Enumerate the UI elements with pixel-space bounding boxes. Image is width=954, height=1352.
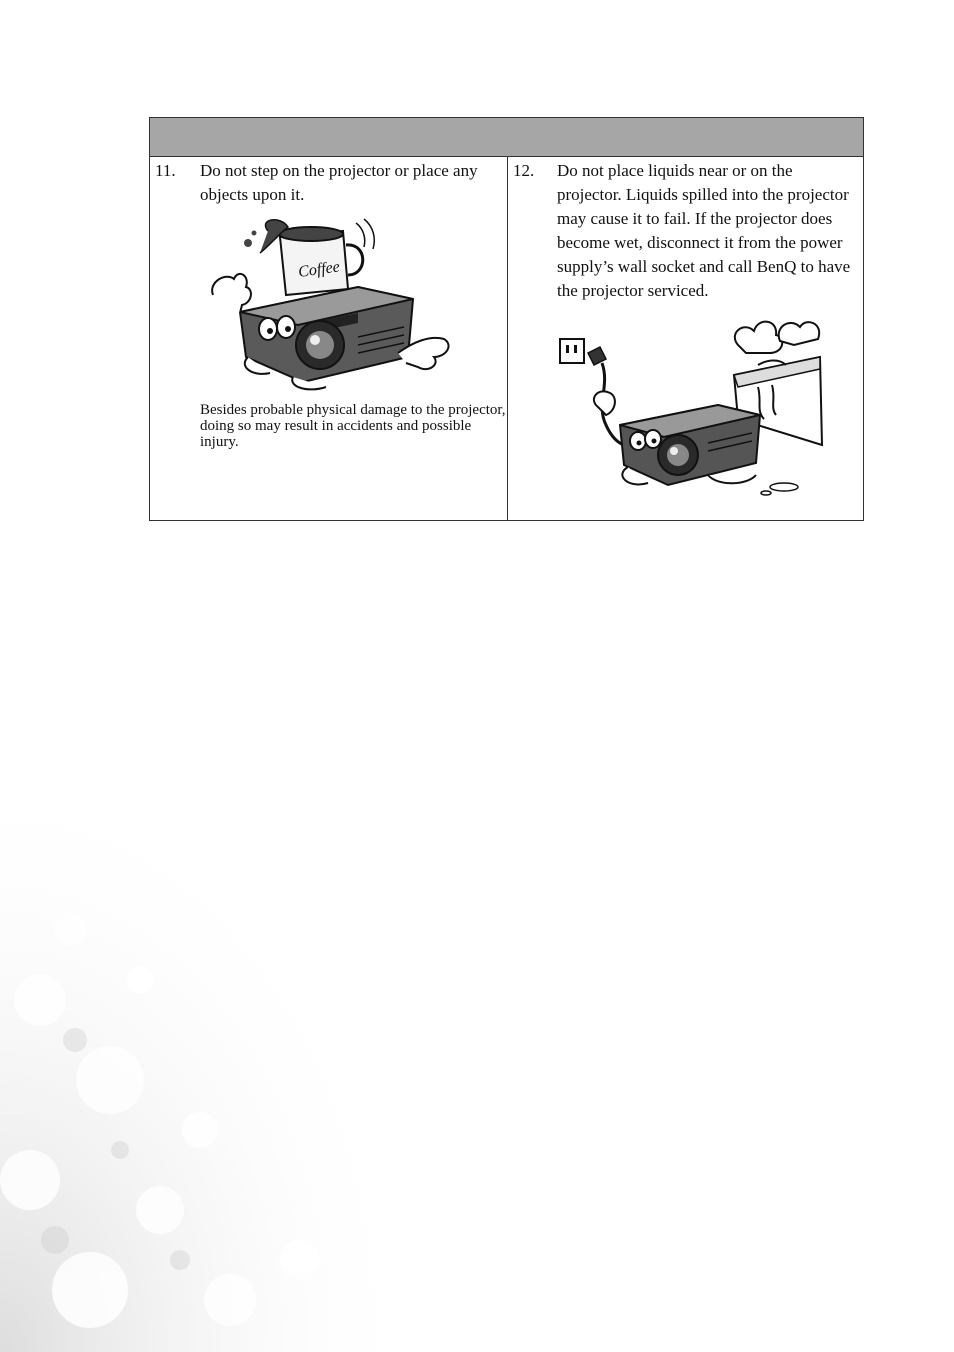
safety-item-11 (150, 157, 508, 521)
item-text: Do not step on the projector or place any objects upon it. (200, 161, 478, 204)
item-note: Besides probable physical damage to the projector, doing so may result in accidents and possible injury. (200, 402, 506, 450)
projector-with-coffee-illustration (208, 217, 453, 395)
table-header-bar (150, 118, 863, 157)
item-number: 12. (513, 161, 535, 180)
coffee-mug-label: Coffee (297, 258, 341, 281)
safety-instructions-table (149, 117, 864, 521)
item-text: Do not place liquids near or on the projector. Liquids spilled into the projector may cause it to fail. If the projector does become wet, disconnect it from the power supply’s wall socket and call BenQ to have the projector serviced. (557, 161, 851, 300)
safety-item-12 (508, 157, 863, 521)
projector-with-spilled-liquid-illustration (558, 315, 826, 500)
item-number: 11. (155, 161, 176, 180)
